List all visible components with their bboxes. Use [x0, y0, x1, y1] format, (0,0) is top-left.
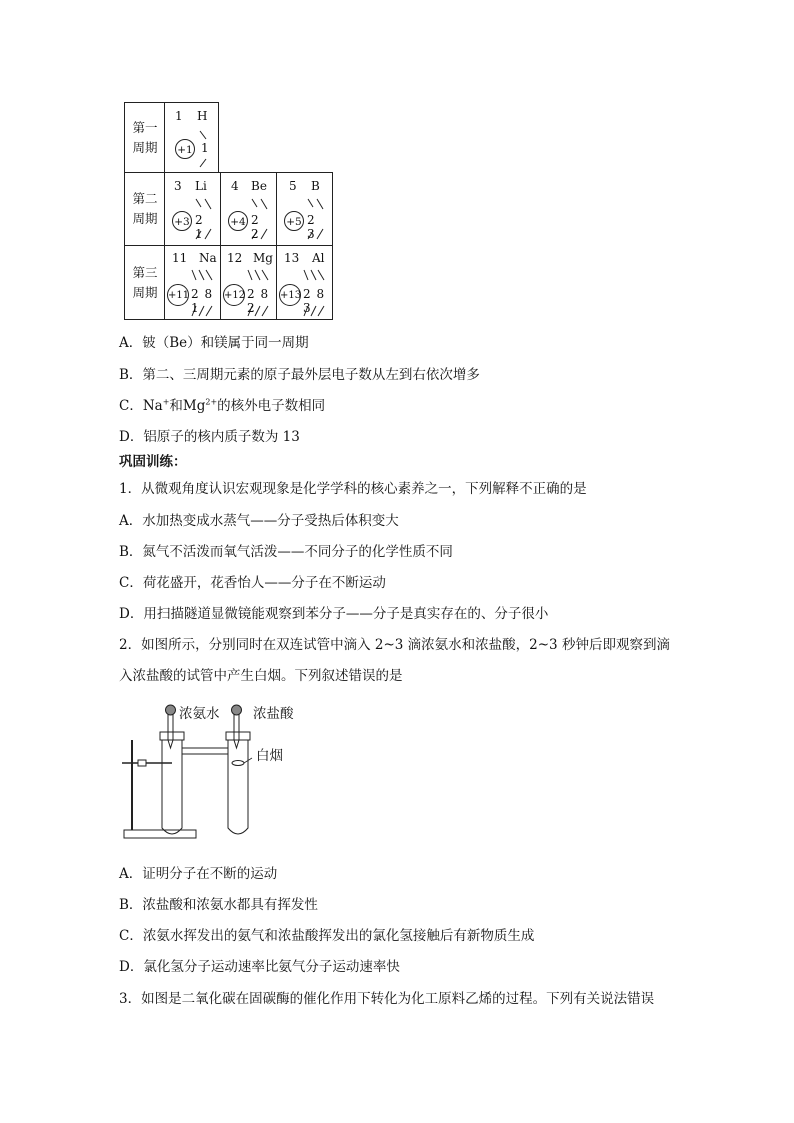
shell-electrons: 2 3	[307, 213, 317, 241]
element-cell-be	[220, 172, 277, 246]
shell-electrons: 1	[201, 141, 211, 155]
nucleus-circle: +5	[284, 211, 304, 231]
shell-electrons: 2 1	[195, 213, 205, 241]
element-cell-mg	[220, 245, 277, 320]
element-cell-b	[276, 172, 333, 246]
element-cell-li	[164, 172, 221, 246]
nucleus-circle: +12	[223, 284, 245, 306]
question-1-option-c: C．荷花盛开，花香怡人——分子在不断运动	[119, 575, 386, 591]
element-cell-na	[164, 245, 221, 320]
label-white-smoke: 白烟	[256, 748, 283, 764]
nucleus-circle: +11	[167, 284, 189, 306]
question-2-option-c: C．浓氨水挥发出的氨气和浓盐酸挥发出的氯化氢接触后有新物质生成	[119, 928, 535, 944]
row-label-cell-2	[124, 172, 165, 246]
question-2-stem-line2: 入浓盐酸的试管中产生白烟。下列叙述错误的是	[119, 668, 403, 684]
question-1-option-a: A．水加热变成水蒸气——分子受热后体积变大	[119, 513, 399, 529]
atomic-number: 3	[174, 179, 182, 193]
option-c: C．Na+和$Mg^{2+}$的核外电子数相同	[119, 397, 326, 414]
nucleus-circle: +13	[279, 284, 301, 306]
shell-electrons: 2 8 2	[247, 287, 270, 315]
option-a: A．铍（Be）和镁属于同一周期	[119, 335, 309, 351]
atomic-number: 4	[231, 179, 239, 193]
label-ammonia: 浓氨水	[179, 706, 220, 722]
atomic-number: 12	[227, 251, 243, 265]
option-b: B．第二、三周期元素的原子最外层电子数从左到右依次增多	[119, 367, 480, 383]
row-label-cell-3	[124, 245, 165, 320]
double-test-tube-icon	[118, 700, 338, 845]
atomic-number: 5	[289, 179, 297, 193]
question-1-stem: 1．从微观角度认识宏观现象是化学学科的核心素养之一，下列解释不正确的是	[119, 481, 587, 497]
element-symbol: B	[311, 179, 320, 193]
nucleus-circle: +4	[228, 211, 248, 231]
atomic-number: 11	[172, 251, 188, 265]
shell-electrons: 2 8 1	[191, 287, 214, 315]
label-hydrochloric-acid: 浓盐酸	[253, 706, 294, 722]
element-symbol: Li	[195, 179, 207, 193]
row-label-1: 第一 周期	[132, 120, 158, 155]
element-symbol: Al	[312, 251, 325, 265]
nucleus-circle: +3	[172, 211, 192, 231]
option-d: D．铝原子的核内质子数为 13	[119, 429, 300, 445]
element-symbol: H	[197, 109, 208, 123]
atomic-number: 13	[284, 251, 300, 265]
atomic-number: 1	[175, 109, 183, 123]
element-cell-al	[276, 245, 333, 320]
element-symbol: Mg	[253, 251, 273, 265]
question-3-stem-line1: 3．如图是二氧化碳在固碳酶的催化作用下转化为化工原料乙烯的过程。下列有关说法错误	[119, 991, 655, 1007]
element-symbol: Na	[199, 251, 217, 265]
shell-electrons: 2 8 3	[303, 287, 326, 315]
shell-electrons: 2 2	[251, 213, 261, 241]
question-2-stem-line1: 2．如图所示，分别同时在双连试管中滴入 2~3 滴浓氨水和浓盐酸，2~3 秒钟后即观察到滴	[119, 637, 670, 653]
question-1-option-b: B．氮气不活泼而氧气活泼——不同分子的化学性质不同	[119, 544, 453, 560]
question-1-option-d: D．用扫描隧道显微镜能观察到苯分子——分子是真实存在的、分子很小	[119, 606, 549, 622]
periodic-table-figure	[124, 102, 336, 320]
row-label-cell-1	[124, 102, 165, 173]
row-label-2: 第二 周期	[132, 191, 158, 226]
element-symbol: Be	[251, 179, 267, 193]
section-title: 巩固训练：	[119, 454, 187, 470]
question-2-option-d: D．氯化氢分子运动速率比氨气分子运动速率快	[119, 959, 400, 975]
question-2-option-a: A．证明分子在不断的运动	[119, 866, 278, 882]
question-2-option-b: B．浓盐酸和浓氨水都具有挥发性	[119, 897, 318, 913]
row-label-3: 第三 周期	[132, 265, 158, 300]
element-cell-h	[164, 102, 219, 173]
apparatus-figure	[118, 700, 338, 845]
nucleus-circle: +1	[175, 139, 195, 159]
